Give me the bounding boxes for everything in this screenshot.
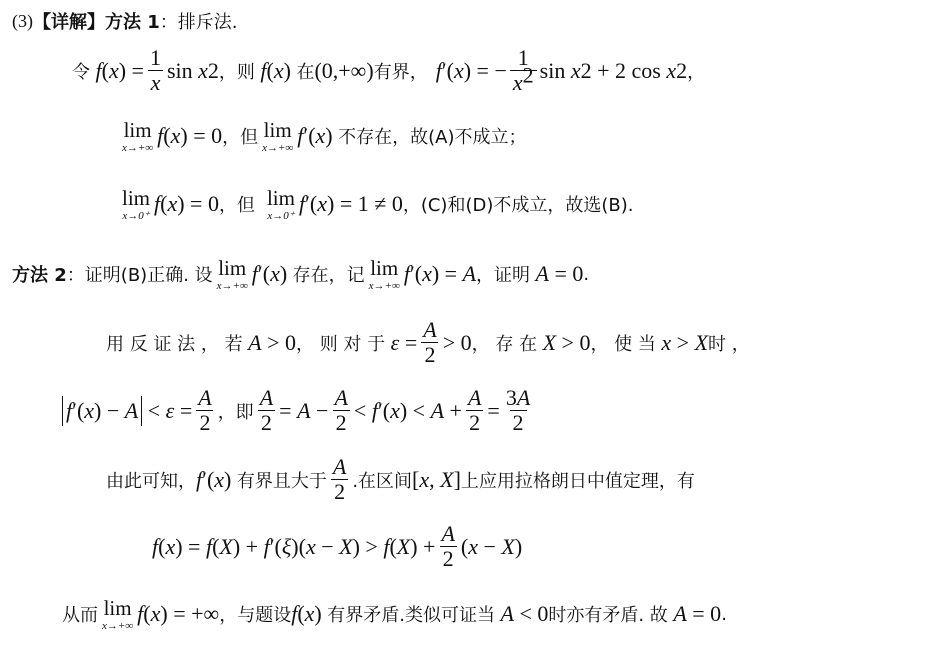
inequality-line: f ′( x ) − A < ε = $\frac{A}{2}$ ，即 $\frac{A}{2}$ = A − $\frac{A}{2}$ < f ′( x ) < A + $\frac{A}{2}$ = $\frac{3A}{2}$	[62, 386, 536, 435]
text-bucunzai: 不存在，故(A)不成立；	[338, 127, 527, 148]
text-cunzai: 存在，记	[292, 265, 365, 286]
text-youci: 由此可知，	[106, 470, 196, 492]
method1-definition-line: 令 f ( x ) = $\frac{1}{x}$ sin x 2 ，则 f ( x ) 在 (0,+∞) 有界， f ′( x ) = − $\frac{1}{x^2}$ sin x 2 + 2 cos x 2 ，	[72, 45, 706, 95]
method2-contradiction-line: 用 反 证 法 ， 若 A > 0 ， 则 对 于 ε = $\frac{A}{2}$ > 0 ， 存 在 X > 0 ， 使 当 x > X 时 ，	[106, 317, 750, 367]
text-shidang: ， 使 当	[590, 333, 656, 355]
method1-limit-inf-line: lim x→+∞ f ( x ) = 0 ，但 lim x→+∞ f ′( x ) 不存在，故(A)不成立；	[122, 118, 527, 154]
fraction-A-over-2: $\frac{A}{2}$	[467, 385, 482, 435]
fraction-A-over-2: $\frac{A}{2}$	[441, 521, 455, 571]
text-interval: .在区间	[352, 470, 413, 492]
lim-x-to-inf: lim x→+∞	[102, 596, 134, 632]
text-lagrange: 上应用拉格朗日中值定理，有	[460, 470, 695, 492]
fraction-A-over-2: $\frac{A}{2}$	[334, 385, 348, 435]
text-cunzai2: ， 存 在	[471, 333, 538, 355]
lim-x-to-0plus: lim x→0⁺	[266, 186, 295, 222]
text-dan: ，但	[222, 127, 259, 148]
text-duiyu: ， 则 对 于	[295, 333, 386, 355]
text-ze: ，则	[218, 61, 255, 83]
text-conger: 从而	[62, 605, 98, 626]
lim-x-to-inf: lim x→+∞	[262, 118, 294, 154]
bounded-line: 由此可知， f ′( x ) 有界且大于 $\frac{A}{2}$ .在区间 [ x , X ] 上应用拉格朗日中值定理，有	[106, 454, 695, 504]
lim-x-to-inf: lim x→+∞	[122, 118, 154, 154]
conclusion-line: 从而 lim x→+∞ f ( x ) = +∞ ，与题设 f ( x ) 有界矛盾.类似可证当 A < 0 时亦有矛盾. 故 A = 0 .	[62, 596, 727, 632]
fraction-A-over-2: $\frac{A}{2}$	[423, 317, 437, 367]
bracket-label: 【详解】	[33, 12, 105, 33]
text-fanzheng: 用 反 证 法 ， 若	[106, 333, 243, 355]
mean-value-line: f ( x ) = f ( X ) + f ′( ξ )( x − X ) > f ( X ) + $\frac{A}{2}$ ( x − X )	[152, 521, 523, 571]
text-shi-mao: 时亦有矛盾. 故	[548, 605, 668, 626]
header-line	[12, 8, 238, 34]
fraction-1-over-x: $\frac{1}{x}$	[147, 46, 164, 95]
method2-intro-line: 方法 2 ：证明(B)正确. 设 lim x→+∞ f ′( x ) 存在，记 lim x→+∞ f ′( x ) = A ，证明 A = 0 .	[12, 256, 590, 292]
text-dan: ，但	[218, 195, 255, 216]
text-shi: 时 ，	[708, 333, 750, 355]
text-ji: ，即	[217, 401, 254, 423]
fraction-A-over-2: $\frac{A}{2}$	[259, 385, 274, 435]
method1-limit-zero-line: lim x→0⁺ f ( x ) = 0 ，但 lim x→0⁺ f ′( x ) = 1 ≠ 0 ，(C)和(D)不成立，故选(B).	[122, 186, 634, 222]
text-maodun: 有界矛盾.类似可证当	[327, 605, 495, 626]
formula-f: f	[90, 57, 102, 83]
text-yutishe: ，与题设	[219, 605, 292, 626]
text-youjie-dayu: 有界且大于	[236, 470, 327, 492]
fraction-3A-over-2: $\frac{3A}{2}$	[505, 385, 531, 435]
method1-title: ：排斥法.	[159, 12, 238, 33]
text-cd-conclusion: ，(C)和(D)不成立，故选(B).	[402, 195, 634, 216]
lim-x-to-inf: lim x→+∞	[368, 256, 400, 292]
fraction-A-over-2: $\frac{A}{2}$	[332, 454, 347, 504]
method1-label: 方法 1	[105, 12, 160, 33]
text-zai: 在	[296, 61, 315, 83]
fraction-A-over-2: $\frac{A}{2}$	[198, 385, 212, 435]
lim-x-to-inf: lim x→+∞	[216, 256, 248, 292]
problem-label: (3)	[12, 10, 33, 31]
interval-0-inf: (0,+∞)	[314, 57, 374, 83]
text-youjie: 有界，	[373, 61, 428, 83]
method2-label: 方法 2	[12, 265, 67, 286]
fraction-1-over-x2: $\frac{1}{x^2}$	[510, 46, 537, 95]
lim-x-to-0plus: lim x→0⁺	[122, 186, 151, 222]
text-method2-intro: ：证明(B)正确. 设	[66, 265, 213, 286]
text-ling: 令	[72, 61, 90, 83]
absolute-value: f ′( x ) − A	[62, 396, 142, 426]
text-zhengming: ，证明	[476, 265, 531, 286]
